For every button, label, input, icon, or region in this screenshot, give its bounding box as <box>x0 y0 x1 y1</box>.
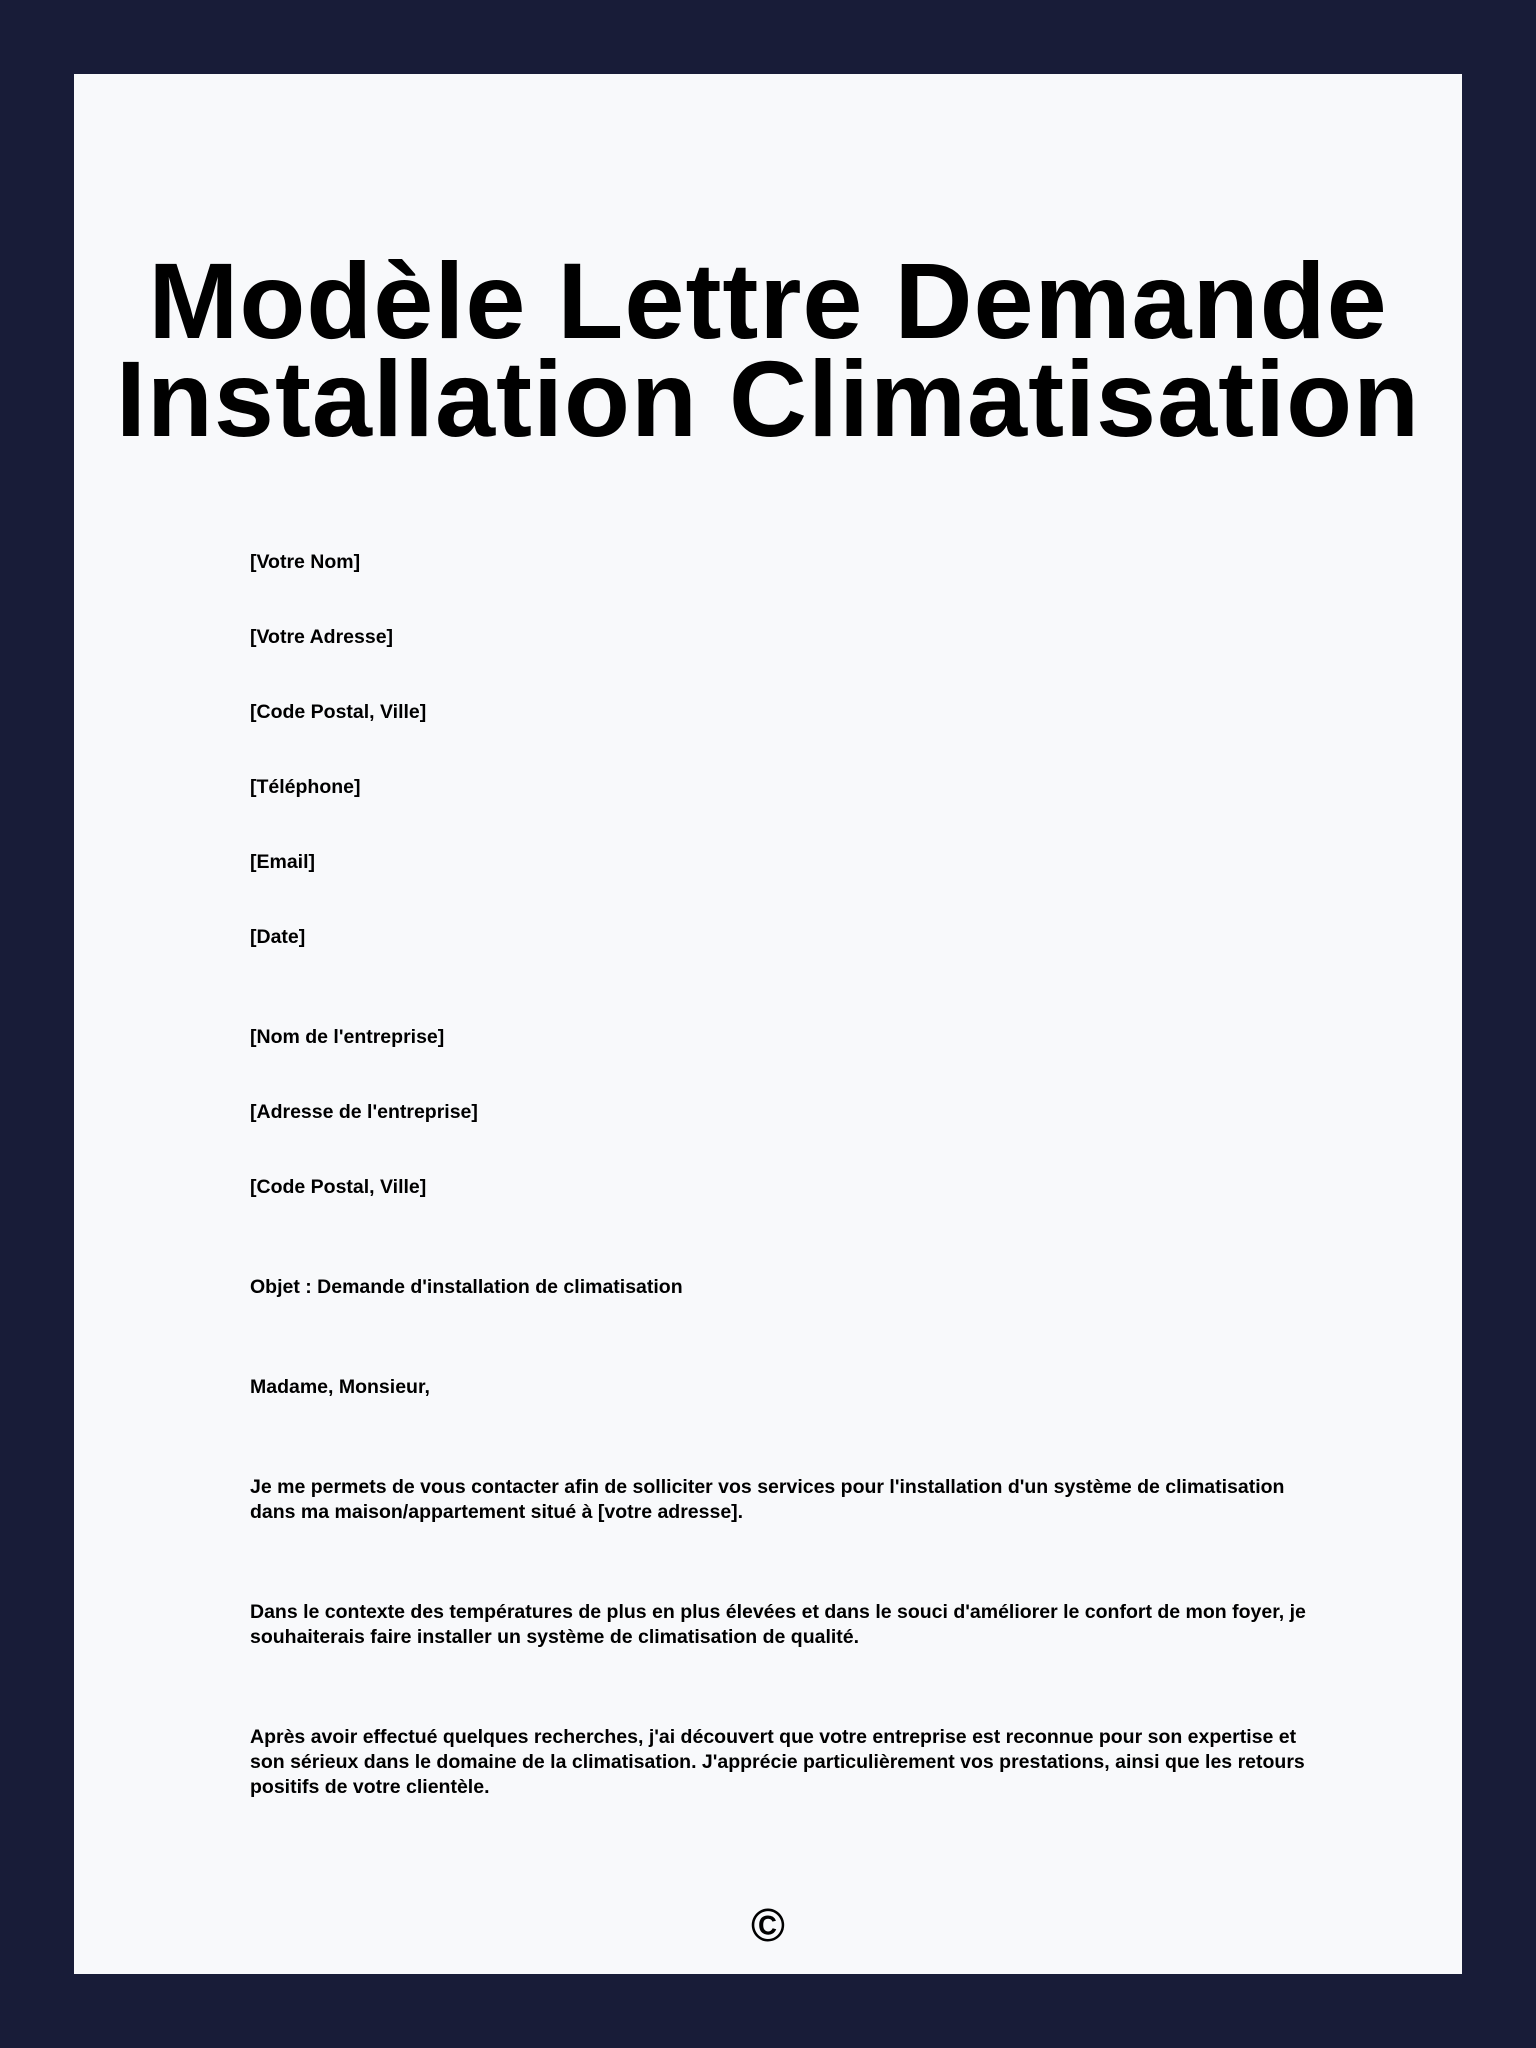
letter-salutation: Madame, Monsieur, <box>250 1376 430 1398</box>
copyright-icon: © <box>751 1899 785 1951</box>
letter-paragraph-1: Je me permets de vous contacter afin de solliciter vos services pour l'installation d'un système de climatisation dans ma maison/appartement situé à [votre adresse]. <box>250 1476 1285 1523</box>
letter-subject: Objet : Demande d'installation de climatisation <box>250 1276 683 1298</box>
sender-postal-city: [Code Postal, Ville] <box>250 701 427 723</box>
recipient-address: [Adresse de l'entreprise] <box>250 1101 478 1123</box>
letter-paragraph-2: Dans le contexte des températures de plus en plus élevées et dans le souci d'améliorer le confort de mon foyer, je souhaiterais faire installer un système de climatisation de qualité. <box>250 1601 1306 1648</box>
sender-name: [Votre Nom] <box>250 551 361 573</box>
recipient-postal-city: [Code Postal, Ville] <box>250 1176 427 1198</box>
sender-phone: [Téléphone] <box>250 776 361 798</box>
letter-paragraph-3: Après avoir effectué quelques recherches, j'ai découvert que votre entreprise est reconnue pour son expertise et son sérieux dans le domaine de la climatisation. J'apprécie particulièrement vos prestations, ainsi que les retours positifs de votre clientèle. <box>250 1726 1305 1798</box>
title-line-1: Modèle Lettre Demande <box>148 240 1388 361</box>
letter-date: [Date] <box>250 926 306 948</box>
recipient-company: [Nom de l'entreprise] <box>250 1026 445 1048</box>
sender-email: [Email] <box>250 851 316 873</box>
title-line-2: Installation Climatisation <box>115 338 1421 459</box>
letter-page <box>74 74 1462 1974</box>
page-title <box>74 240 1462 459</box>
sender-address: [Votre Adresse] <box>250 626 394 648</box>
